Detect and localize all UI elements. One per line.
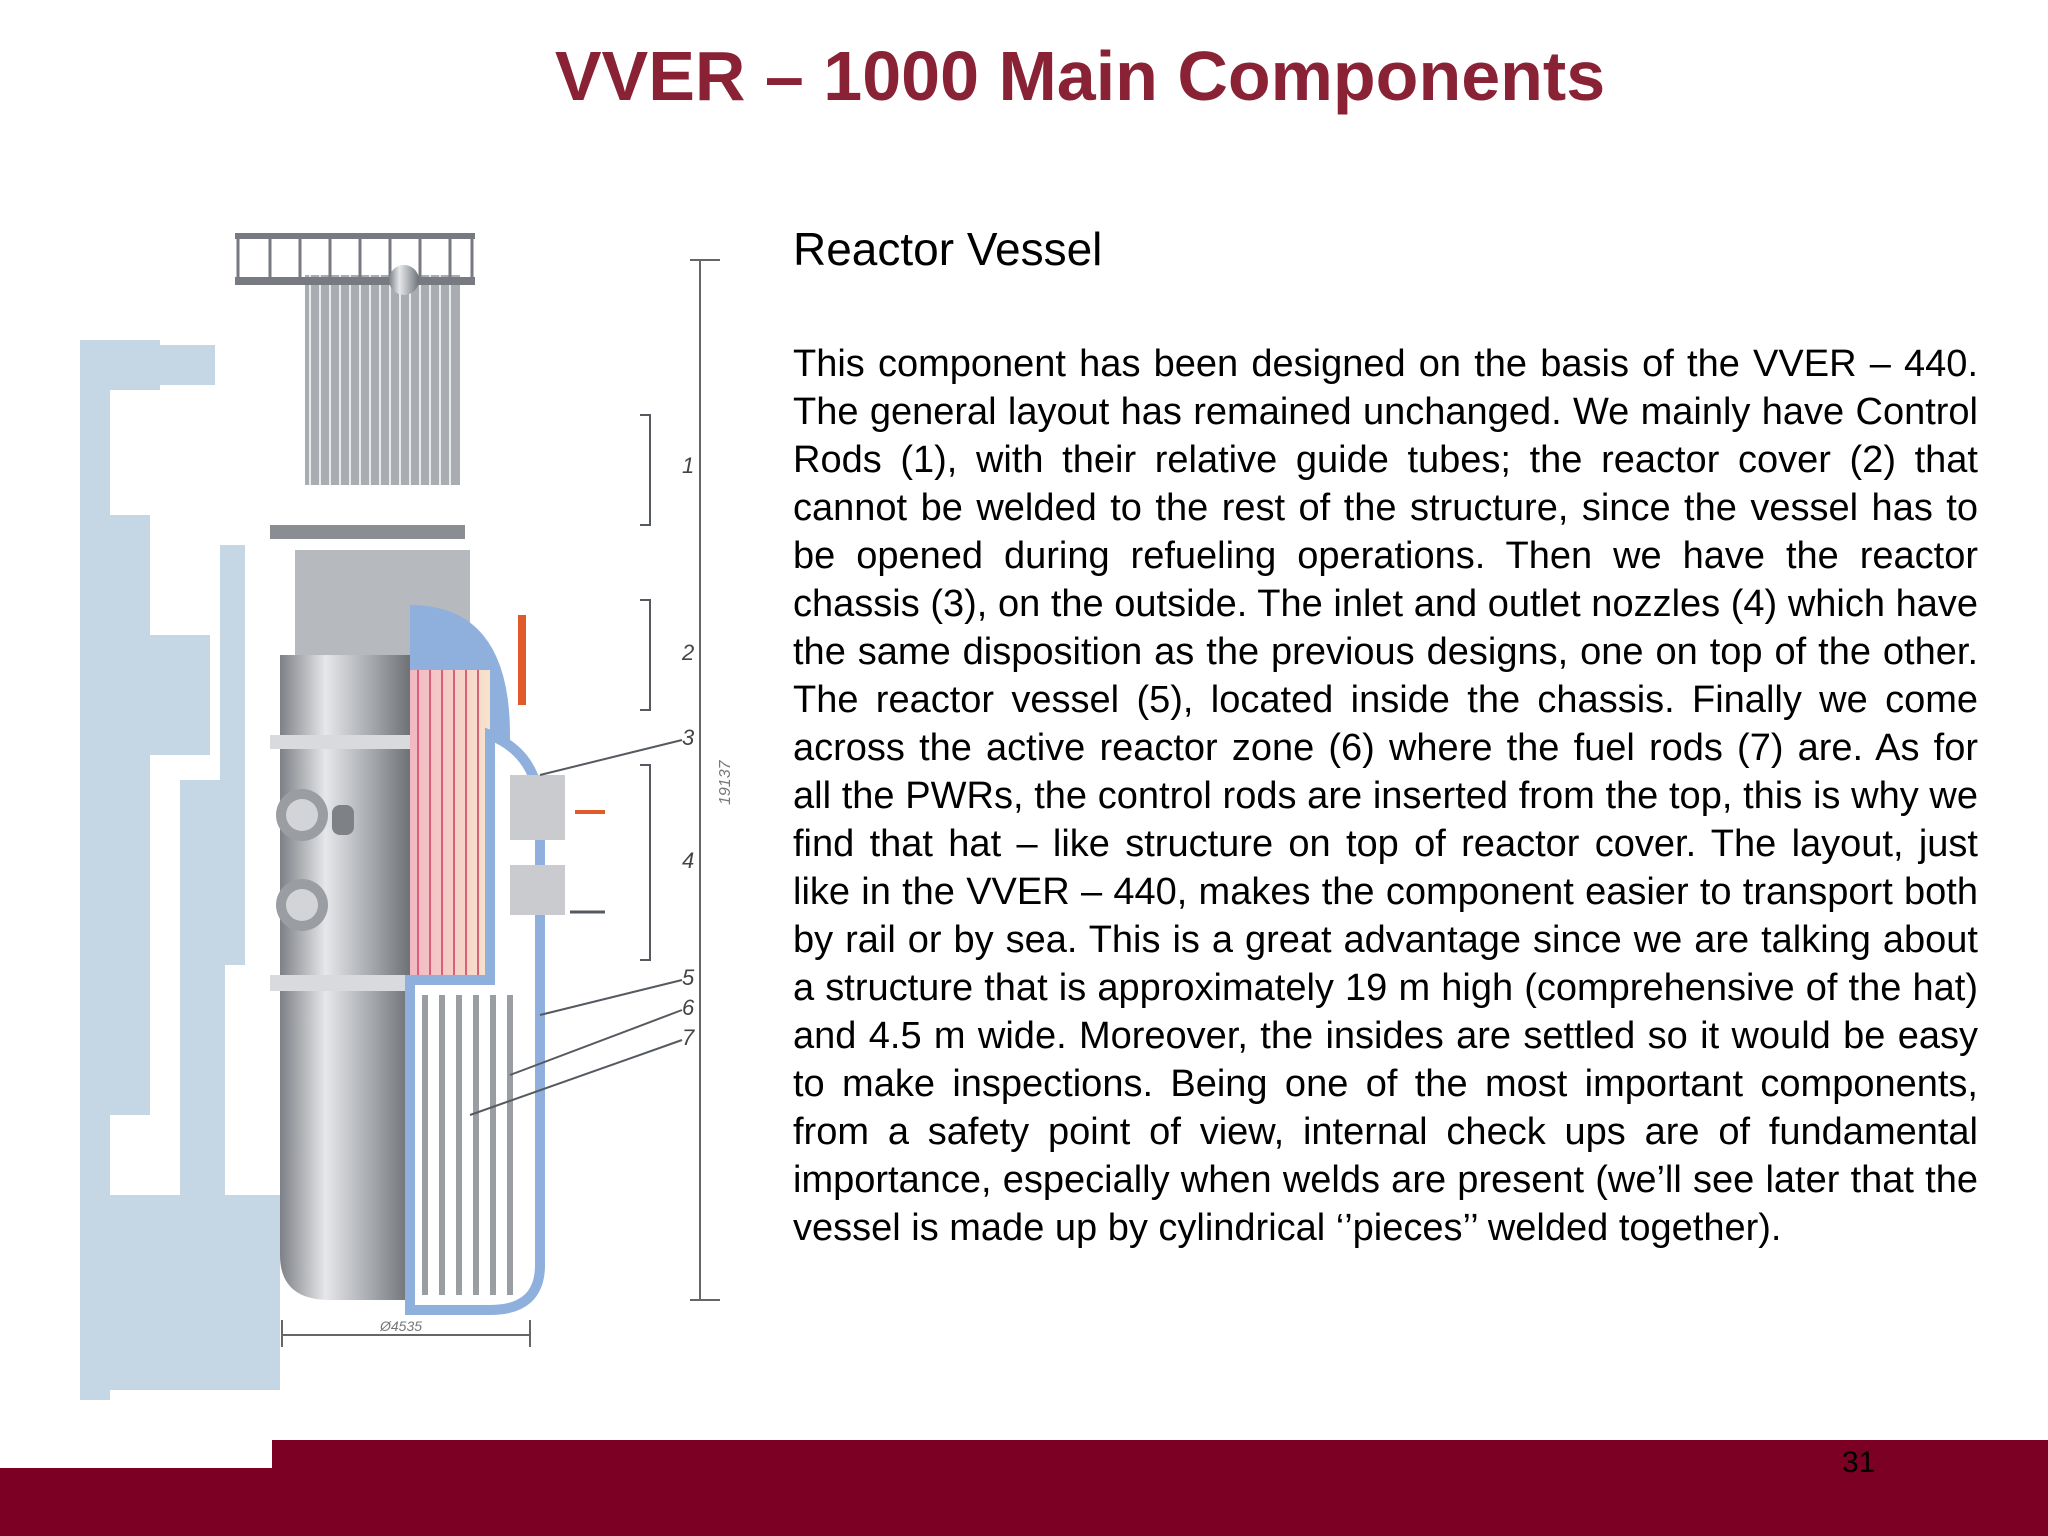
containment-building — [80, 340, 280, 1400]
callout-3: 3 — [682, 725, 695, 750]
footer-notch — [0, 1440, 272, 1468]
callout-6: 6 — [682, 995, 695, 1020]
slide-title: VVER – 1000 Main Components — [554, 37, 1606, 115]
page-number: 31 — [1842, 1446, 1876, 1479]
reactor-vessel-diagram — [70, 215, 770, 1445]
footer-bar — [0, 1440, 2048, 1536]
diameter-dimension-label: Ø4535 — [380, 1318, 423, 1334]
callout-1: 1 — [682, 453, 695, 478]
section-heading: Reactor Vessel — [793, 223, 1103, 275]
height-dimension — [690, 260, 720, 1300]
callout-5: 5 — [682, 965, 695, 990]
callout-4: 4 — [682, 848, 695, 873]
body-text: This component has been designed on the basis of the VVER – 440. The general layout has remained unchanged. We mainly have Control Rods (1), with their relative guide tubes; the reactor cover (2) that cannot be welded to the rest of the structure, since the vessel has to be opened during refueling operations. Then we have the reactor chassis (3), on the outside. The inlet and outlet nozzles (4) which have the same disposition as the previous designs, one on top of the other. The reactor vessel (5), located inside the chassis. Finally we come across the active reactor zone (6) where the fuel rods (7) are. As for all the PWRs, the control rods are inserted from the top, this is why we find that hat – like structure on top of reactor cover. The layout, just like in the VVER – 440, makes the component easier to transport both by rail or by sea. This is a great advantage since we are talking about a structure that is approximately 19 m high (comprehensive of the hat) and 4.5 m wide. Moreover, the insides are settled so it would be easy to make inspections. Being one of the most important components, from a safety point of view, internal check ups are of fundamental importance, especially when welds are present (we’ll see later that the vessel is made up by cylindrical ‘’pieces’’ welded together). — [793, 343, 1978, 1249]
height-dimension-label: 19137 — [717, 760, 734, 805]
vessel-body — [270, 655, 410, 1300]
callout-7: 7 — [682, 1025, 695, 1050]
callout-2: 2 — [682, 640, 695, 665]
control-rod-drives — [235, 233, 475, 660]
